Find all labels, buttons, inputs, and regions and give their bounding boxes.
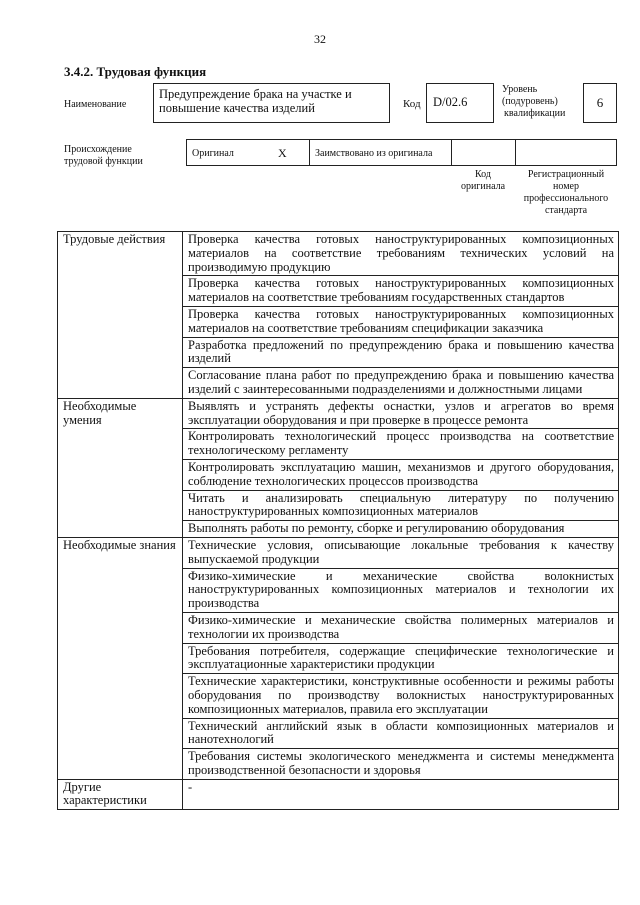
skill-item: Контролировать технологический процесс производства на соответствие технологическому регламенту <box>183 429 619 460</box>
labor-action-item: Проверка качества готовых наноструктурированных композиционных материалов на соответствие требованиям спецификации заказчика <box>183 306 619 337</box>
origin-original-cell <box>187 140 265 165</box>
page-number: 32 <box>314 32 326 46</box>
origin-code-cell <box>452 140 516 165</box>
labor-action-item: Проверка качества готовых наноструктурированных композиционных материалов на соответствие требованиям государственных стандартов <box>183 276 619 307</box>
labor-action-item: Согласование плана работ по предупреждению брака и повышению качества изделий с заинтересованными подразделениями и должностными лицами <box>183 368 619 399</box>
origin-reg-caption <box>515 169 617 217</box>
level-label-line-1: Уровень <box>502 84 538 95</box>
level-value: 6 <box>596 95 604 110</box>
level-label-line-2: (подуровень) <box>502 96 558 107</box>
table-row <box>58 232 619 276</box>
origin-code-caption-line-2: оригинала <box>460 181 506 192</box>
skills-label: Необходимые умения <box>58 398 183 537</box>
skill-item: Выявлять и устранять дефекты оснастки, узлов и агрегатов во время эксплуатации оборудования и при проверке в процессе ремонта <box>183 398 619 429</box>
other-characteristics-value: - <box>183 779 619 810</box>
knowledge-item: Требования потребителя, содержащие специфические технологические и эксплуатационные характеристики продукции <box>183 643 619 674</box>
code-value: D/02.6 <box>433 95 468 109</box>
other-characteristics-label: Другие характеристики <box>58 779 183 810</box>
origin-reg-cell <box>516 140 616 165</box>
origin-label-line-1: Происхождение <box>64 144 132 155</box>
name-label: Наименование <box>64 99 127 110</box>
skill-item: Читать и анализировать специальную литературу по получению наноструктурированных композиционных материалов <box>183 490 619 521</box>
level-box <box>583 83 617 123</box>
knowledge-item: Технический английский язык в области композиционных материалов и нанотехнологий <box>183 718 619 749</box>
origin-code-caption-line-1: Код <box>475 169 491 180</box>
knowledge-label: Необходимые знания <box>58 537 183 779</box>
knowledge-item: Физико-химические и механические свойства полимерных материалов и технологии их производства <box>183 612 619 643</box>
origin-label-line-2: трудовой функции <box>64 156 143 167</box>
origin-reg-caption-line-1: Регистрационный <box>527 169 605 180</box>
origin-borrowed: Заимствовано из оригинала <box>315 148 433 159</box>
knowledge-item: Технические условия, описывающие локальные требования к качеству выпускаемой продукции <box>183 537 619 568</box>
level-label-line-3: квалификации <box>504 108 566 119</box>
labor-actions-label: Трудовые действия <box>58 232 183 399</box>
function-name-box <box>153 83 390 123</box>
table-row <box>58 779 619 810</box>
code-label: Код <box>403 98 421 110</box>
origin-reg-caption-line-3: профессионального <box>523 193 609 204</box>
skill-item: Контролировать эксплуатацию машин, механизмов и другого оборудования, соблюдение технологических процессов производства <box>183 459 619 490</box>
labor-action-item: Проверка качества готовых наноструктурированных композиционных материалов на соответствие требованиям технических условий на производимую продукцию <box>183 232 619 276</box>
origin-mark: X <box>278 146 287 160</box>
code-box <box>426 83 494 123</box>
table-row <box>58 398 619 429</box>
section-title: 3.4.2. Трудовая функция <box>64 64 207 79</box>
function-name: Предупреждение брака на участке и повышение качества изделий <box>159 87 352 115</box>
origin-table <box>186 139 617 166</box>
level-label <box>502 84 565 120</box>
function-details-table <box>57 231 619 810</box>
origin-reg-caption-line-4: стандарта <box>544 205 588 216</box>
labor-action-item: Разработка предложений по предупреждению брака и повышению качества изделий <box>183 337 619 368</box>
origin-code-caption <box>451 169 515 193</box>
knowledge-item: Технические характеристики, конструктивные особенности и режимы работы оборудования по производству волокнистых наноструктурированных композиционных материалов, правила его эксплуатации <box>183 674 619 718</box>
origin-original: Оригинал <box>192 148 234 159</box>
knowledge-item: Физико-химические и механические свойства волокнистых наноструктурированных композиционных материалов и технологии их производства <box>183 568 619 612</box>
origin-mark-cell <box>265 140 310 165</box>
skill-item: Выполнять работы по ремонту, сборке и регулированию оборудования <box>183 521 619 538</box>
table-row <box>58 537 619 568</box>
origin-borrowed-cell <box>310 140 452 165</box>
origin-label <box>64 144 143 168</box>
knowledge-item: Требования системы экологического менеджмента и системы менеджмента производственной безопасности и здоровья <box>183 749 619 780</box>
origin-reg-caption-line-2: номер <box>553 181 579 192</box>
